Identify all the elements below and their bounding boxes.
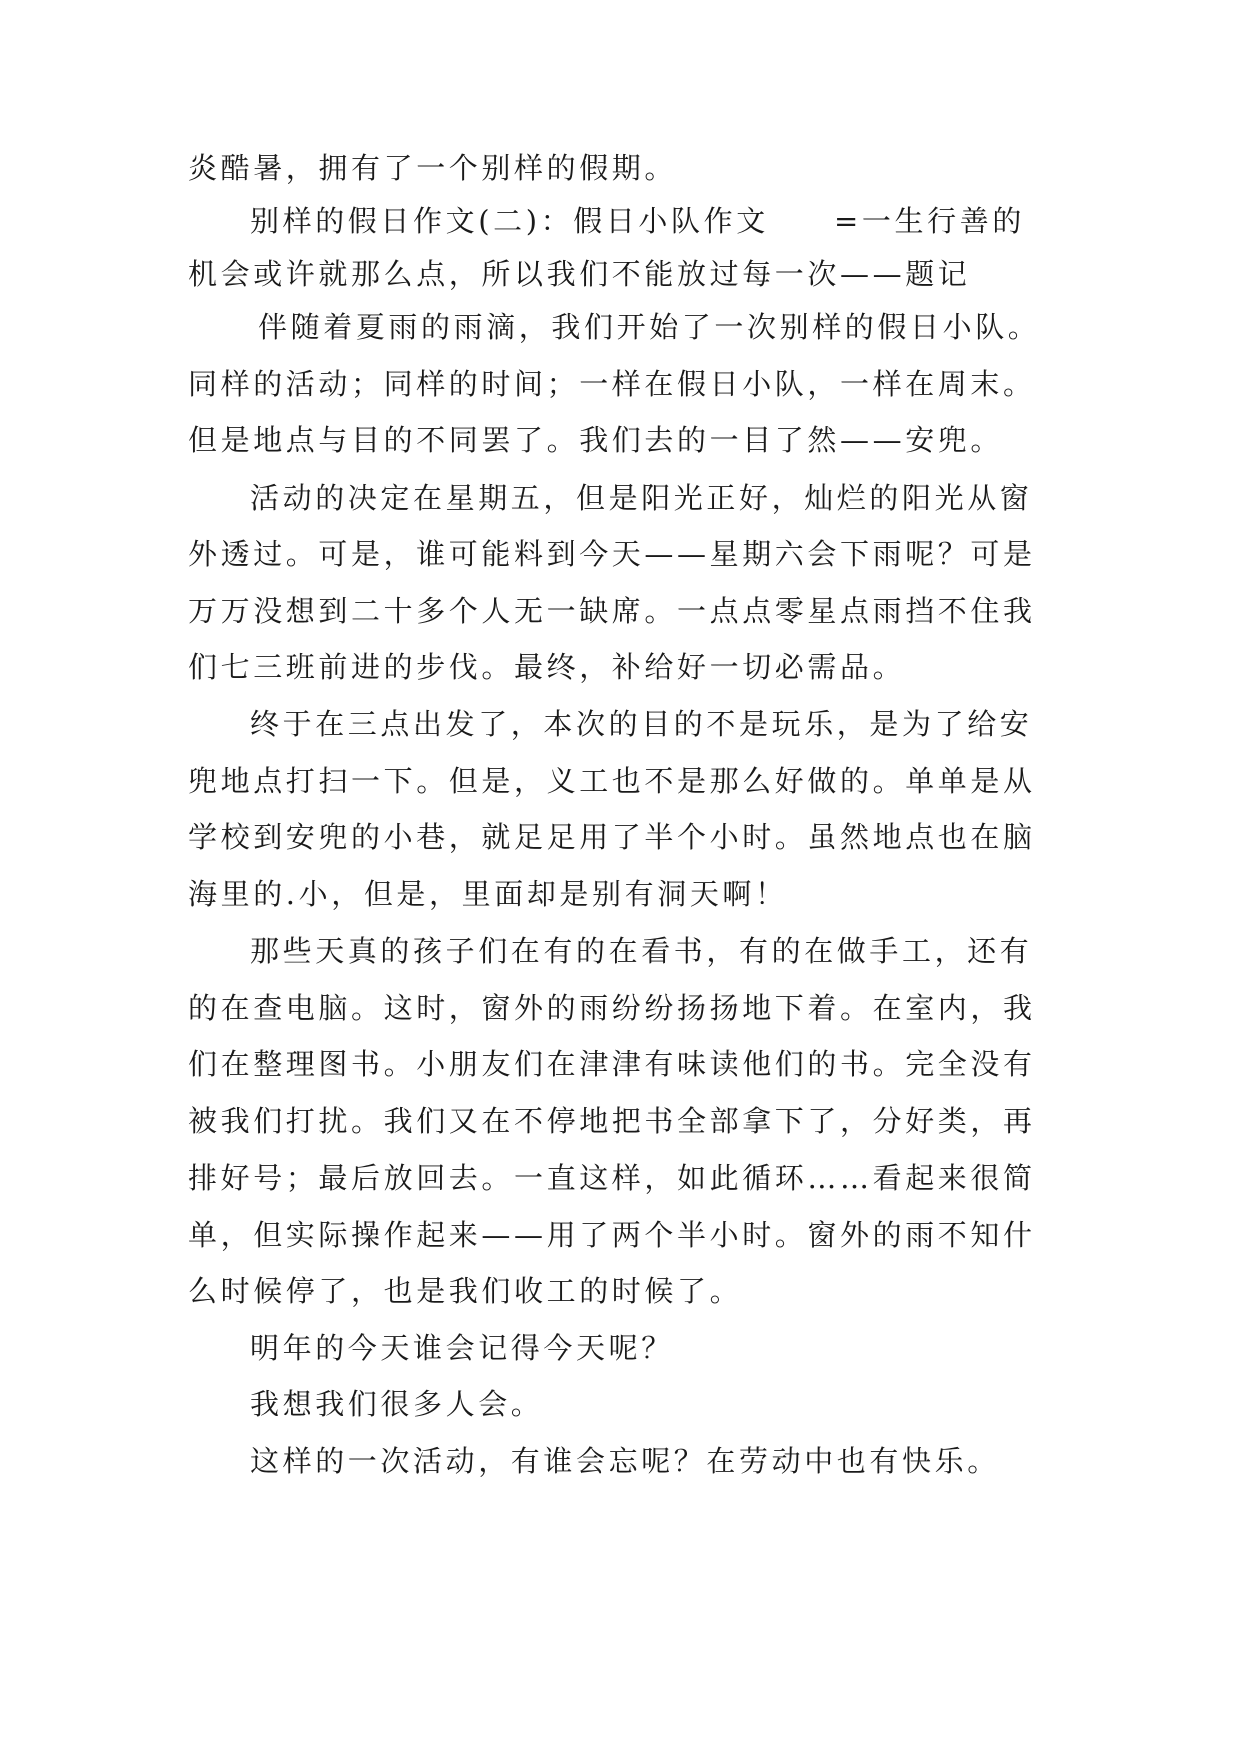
text-line: 么时候停了，也是我们收工的时候了。 [188,1274,743,1308]
text-line: 单，但实际操作起来——用了两个半小时。窗外的雨不知什 [188,1218,1036,1252]
text-line: 被我们打扰。我们又在不停地把书全部拿下了，分好类，再 [188,1104,1036,1138]
text-line: 明年的今天谁会记得今天呢？ [250,1331,674,1365]
text-line: 那些天真的孩子们在有的在看书，有的在做手工，还有 [250,934,1033,968]
text-line: 别样的假日作文(二)：假日小队作文 =一生行善的 [250,204,1025,238]
text-line: 兜地点打扫一下。但是，义工也不是那么好做的。单单是从 [188,764,1036,798]
text-line: 这样的一次活动，有谁会忘呢？在劳动中也有快乐。 [250,1444,1000,1478]
text-line: 们七三班前进的步伐。最终，补给好一切必需品。 [188,650,906,684]
text-line: 排好号；最后放回去。一直这样，如此循环……看起来很简 [188,1161,1036,1195]
text-line: 学校到安兜的小巷，就足足用了半个小时。虽然地点也在脑 [188,820,1036,854]
text-line: 炎酷暑，拥有了一个别样的假期。 [188,151,678,185]
text-line: 我想我们很多人会。 [250,1387,544,1421]
text-line: 万万没想到二十多个人无一缺席。一点点零星点雨挡不住我 [188,594,1036,628]
text-line: 外透过。可是，谁可能料到今天——星期六会下雨呢？可是 [188,537,1036,571]
text-line: 但是地点与目的不同罢了。我们去的一目了然——安兜。 [188,423,1004,457]
text-line: 机会或许就那么点，所以我们不能放过每一次——题记 [188,257,971,291]
text-line: 海里的.小，但是，里面却是别有洞天啊！ [188,877,788,911]
text-line: 的在查电脑。这时，窗外的雨纷纷扬扬地下着。在室内，我 [188,991,1036,1025]
text-line: 们在整理图书。小朋友们在津津有味读他们的书。完全没有 [188,1047,1036,1081]
text-line: 活动的决定在星期五，但是阳光正好，灿烂的阳光从窗 [250,481,1033,515]
text-line: 同样的活动；同样的时间；一样在假日小队，一样在周末。 [188,367,1036,401]
text-line: 伴随着夏雨的雨滴，我们开始了一次别样的假日小队。 [258,310,1041,344]
text-line: 终于在三点出发了，本次的目的不是玩乐，是为了给安 [250,707,1033,741]
